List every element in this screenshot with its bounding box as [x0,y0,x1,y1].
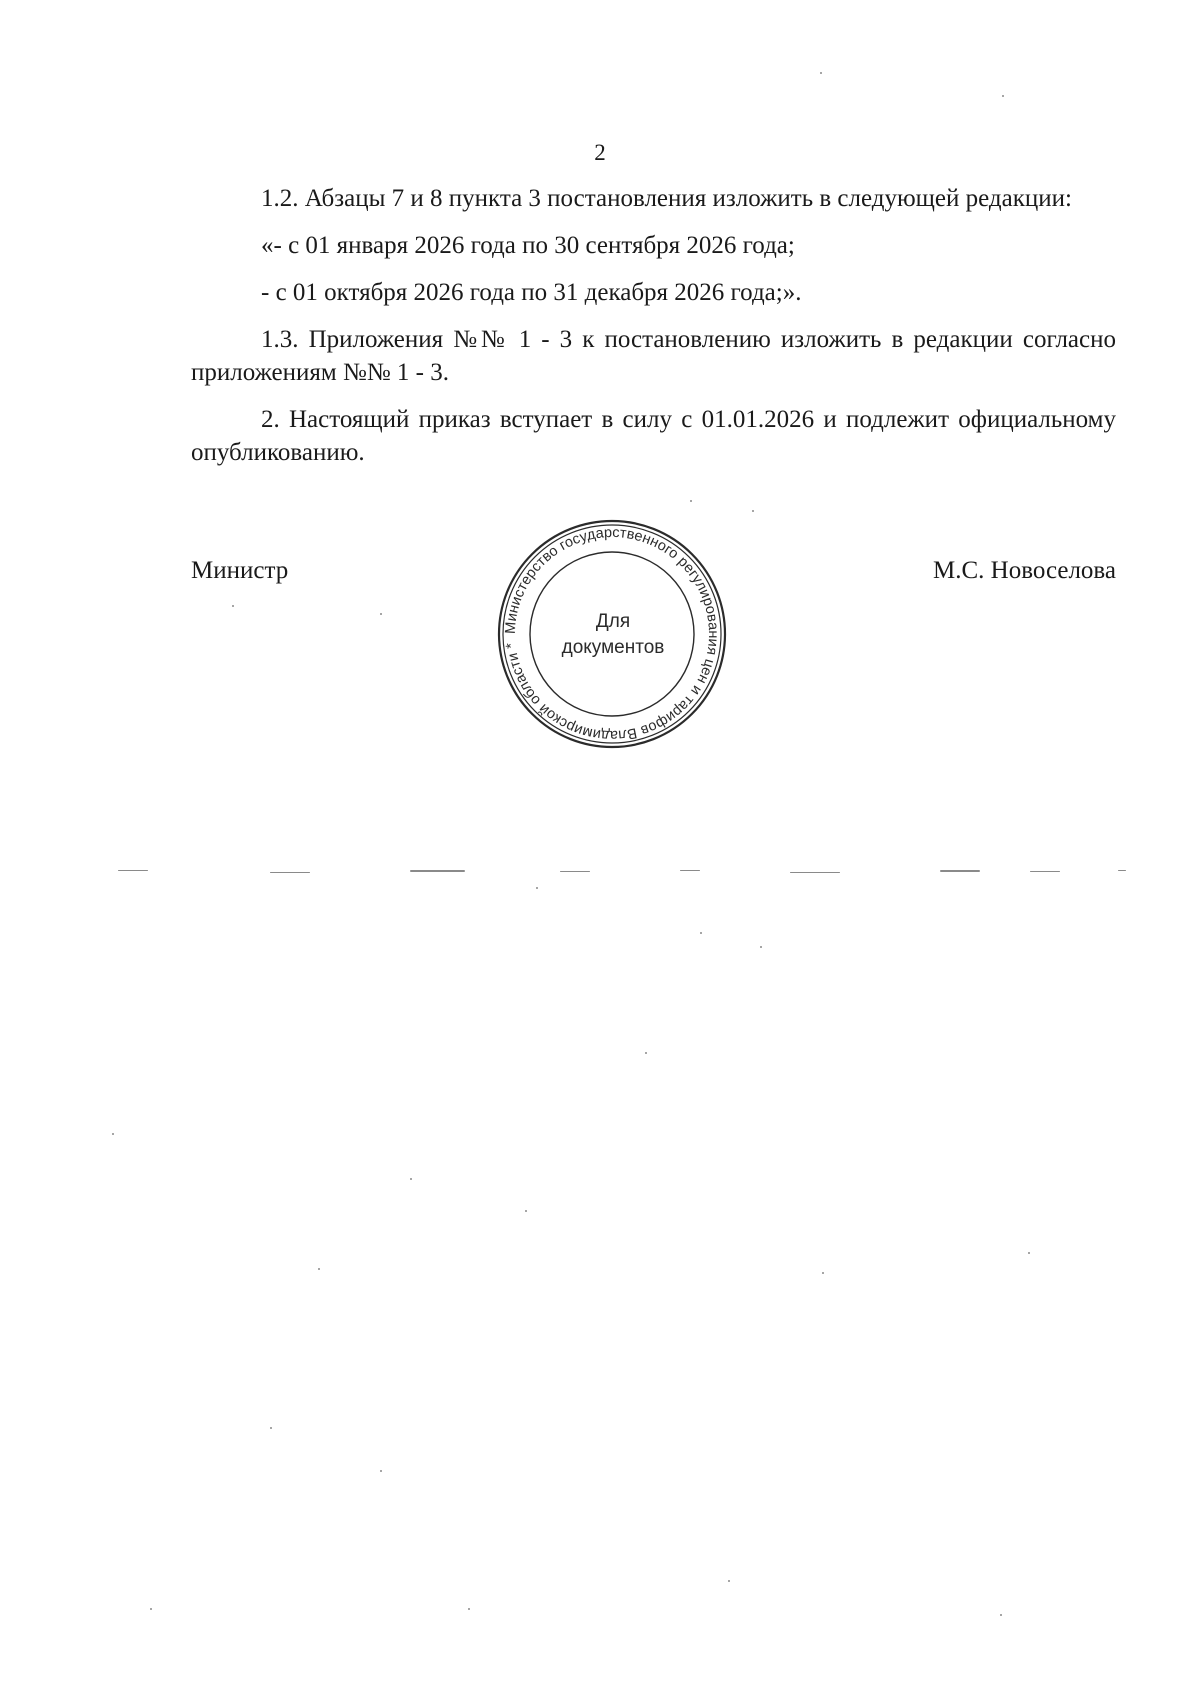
paragraph-1-2: 1.2. Абзацы 7 и 8 пункта 3 постановления изложить в следующей редакции: [261,185,1072,212]
official-stamp [495,517,729,751]
stamp-seal-icon [495,517,729,751]
document-body [191,182,1116,469]
signatory-name: М.С. Новоселова [932,557,1116,584]
paragraph-2: 2. Настоящий приказ вступает в силу с 01.01.2026 и подлежит официальному опубликованию. [191,406,1116,466]
paragraph-1-3: 1.3. Приложения №№ 1 - 3 к постановлению изложить в редакции согласно приложениям №№ 1 - 3. [191,326,1116,386]
stamp-center-line-2: документов [561,637,665,658]
stamp-ring-text: Министерство государственного регулирования цен и тарифов Владимирской области * [502,524,722,744]
page-number: 2 [594,140,606,165]
paragraph-period-1: «- с 01 января 2026 года по 30 сентября 2026 года; [261,232,795,259]
paragraph-period-2: - с 01 октября 2026 года по 31 декабря 2026 года;». [261,279,802,306]
stamp-center-line-1: Для [595,611,631,632]
signatory-role: Министр [191,557,289,584]
